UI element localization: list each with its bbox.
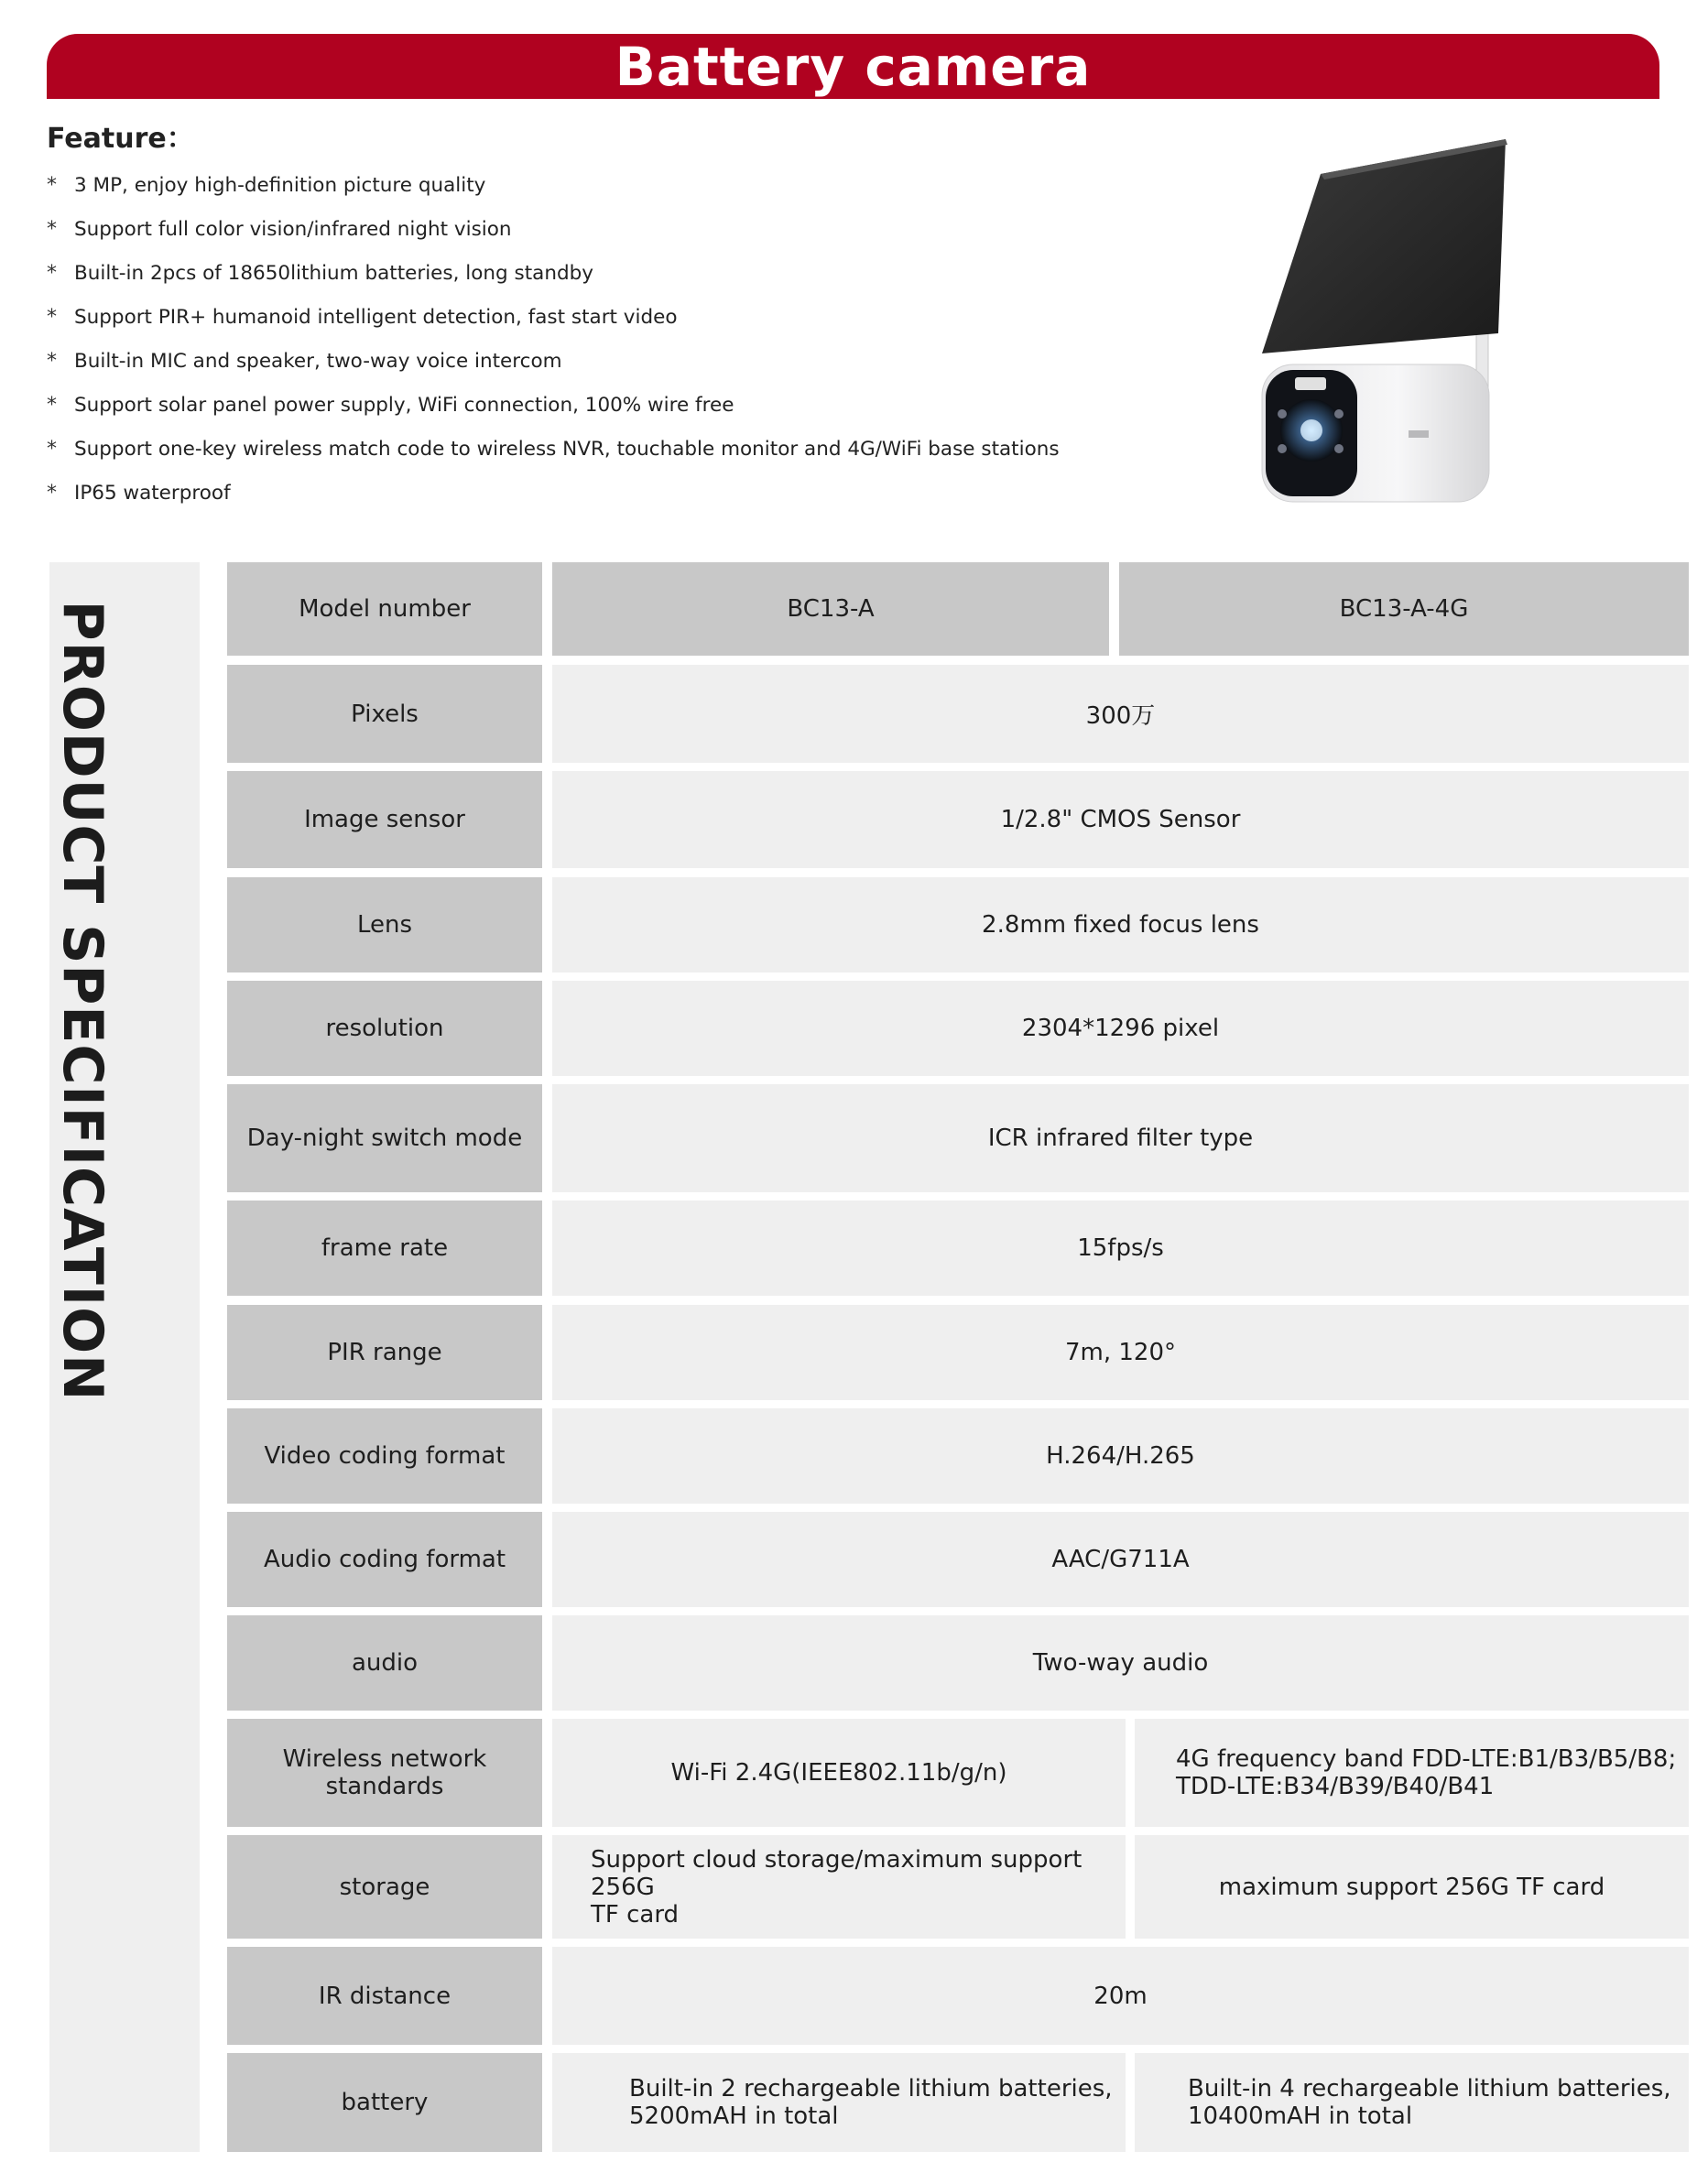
storage-b: maximum support 256G TF card [1135, 1835, 1689, 1939]
row-label-battery: battery [227, 2053, 542, 2152]
wireless-b: 4G frequency band FDD-LTE:B1/B3/B5/B8; TDD-LTE:B34/B39/B40/B41 [1135, 1719, 1689, 1827]
feature-text: Support one-key wireless match code to wireless NVR, touchable monitor and 4G/WiFi base stations [74, 437, 1060, 461]
ir-distance-value: 20m [552, 1947, 1689, 2045]
bullet-star: * [47, 393, 57, 417]
row-label-resolution: resolution [227, 981, 542, 1076]
bullet-star: * [47, 481, 57, 505]
audio-coding-value: AAC/G711A [552, 1512, 1689, 1607]
model-number-b: BC13-A-4G [1119, 562, 1689, 656]
bullet-star: * [47, 173, 57, 197]
pixels-value: 300万 [552, 665, 1689, 763]
page-title: Battery camera [615, 35, 1092, 98]
feature-item [47, 207, 1060, 251]
feature-text: 3 MP, enjoy high-definition picture quality [74, 173, 486, 197]
storage-a: Support cloud storage/maximum support 256G TF card [552, 1835, 1126, 1939]
row-label-ir-distance: IR distance [227, 1947, 542, 2045]
row-label-model-number: Model number [227, 562, 542, 656]
feature-heading: Feature： [47, 123, 194, 155]
row-label-video-coding: Video coding format [227, 1408, 542, 1504]
feature-text: IP65 waterproof [74, 481, 231, 505]
video-coding-value: H.264/H.265 [552, 1408, 1689, 1504]
model-number-a: BC13-A [552, 562, 1109, 656]
frame-rate-value: 15fps/s [552, 1201, 1689, 1296]
row-label-audio: audio [227, 1615, 542, 1711]
bullet-star: * [47, 217, 57, 241]
image-sensor-value: 1/2.8" CMOS Sensor [552, 771, 1689, 868]
pir-range-value: 7m, 120° [552, 1305, 1689, 1400]
feature-text: Support PIR+ humanoid intelligent detection, fast start video [74, 305, 678, 329]
audio-value: Two-way audio [552, 1615, 1689, 1711]
row-label-day-night-switch: Day-night switch mode [227, 1084, 542, 1192]
row-label-audio-coding: Audio coding format [227, 1512, 542, 1607]
product-specification-label: PRODUCT SPECIFICATION [50, 600, 114, 1402]
feature-item [47, 163, 1060, 207]
feature-item [47, 251, 1060, 295]
feature-text: Support full color vision/infrared night vision [74, 217, 512, 241]
feature-list [47, 163, 1060, 515]
resolution-value: 2304*1296 pixel [552, 981, 1689, 1076]
bullet-star: * [47, 261, 57, 285]
bullet-star: * [47, 437, 57, 461]
feature-text: Support solar panel power supply, WiFi connection, 100% wire free [74, 393, 734, 417]
wireless-a: Wi-Fi 2.4G(IEEE802.11b/g/n) [552, 1719, 1126, 1827]
feature-item [47, 427, 1060, 471]
feature-item [47, 295, 1060, 339]
row-label-pixels: Pixels [227, 665, 542, 763]
row-label-lens: Lens [227, 877, 542, 972]
feature-text: Built-in MIC and speaker, two-way voice intercom [74, 349, 562, 373]
battery-b: Built-in 4 rechargeable lithium batteries, 10400mAH in total [1135, 2053, 1689, 2152]
row-label-wireless: Wireless network standards [227, 1719, 542, 1827]
feature-item [47, 471, 1060, 515]
battery-a: Built-in 2 rechargeable lithium batteries, 5200mAH in total [552, 2053, 1126, 2152]
row-label-image-sensor: Image sensor [227, 771, 542, 868]
bullet-star: * [47, 305, 57, 329]
feature-text: Built-in 2pcs of 18650lithium batteries, long standby [74, 261, 593, 285]
feature-item [47, 383, 1060, 427]
feature-item [47, 339, 1060, 383]
row-label-storage: storage [227, 1835, 542, 1939]
bullet-star: * [47, 349, 57, 373]
lens-value: 2.8mm fixed focus lens [552, 877, 1689, 972]
camera-product-image [1246, 128, 1529, 513]
header-banner [47, 34, 1659, 99]
row-label-frame-rate: frame rate [227, 1201, 542, 1296]
row-label-pir-range: PIR range [227, 1305, 542, 1400]
day-night-switch-value: ICR infrared filter type [552, 1084, 1689, 1192]
